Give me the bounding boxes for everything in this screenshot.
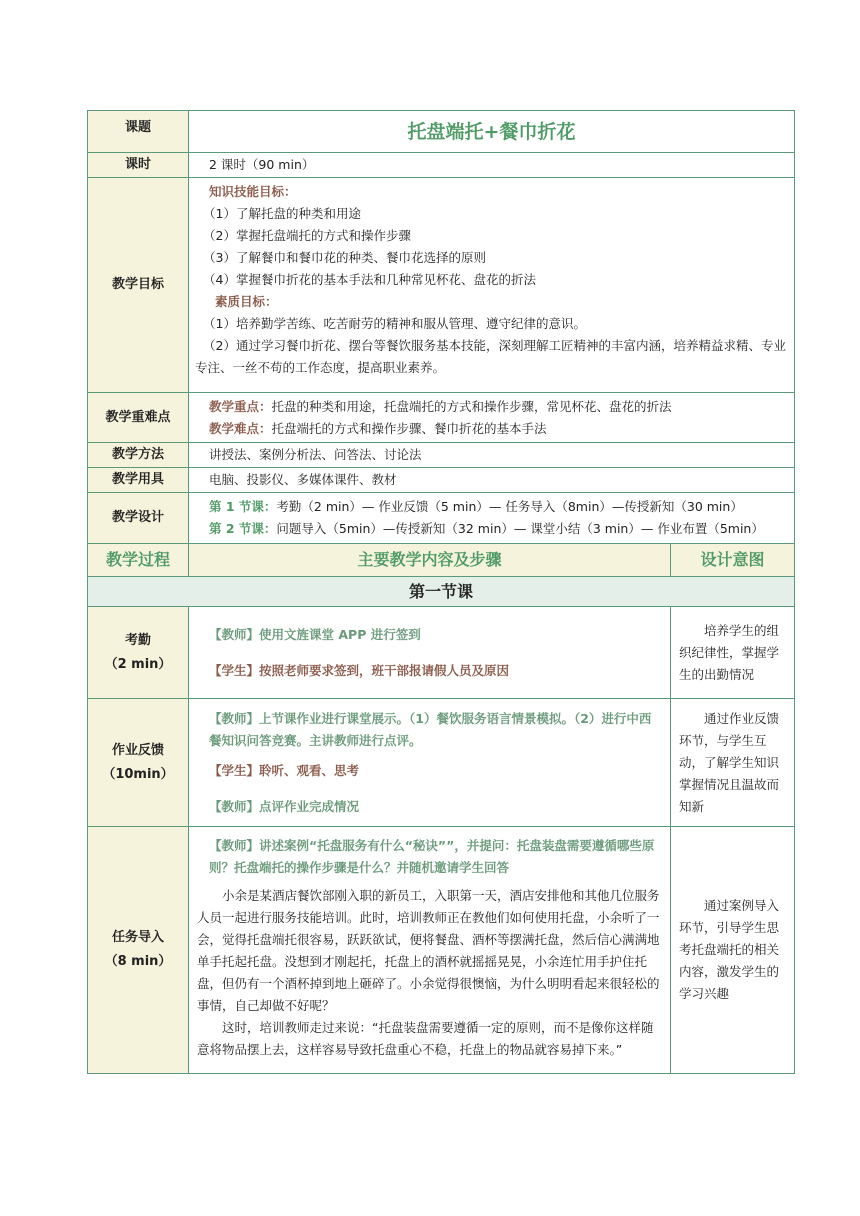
design-row — [88, 493, 795, 544]
knowledge-goal-item: （1）了解托盘的种类和用途 — [203, 206, 361, 221]
method-value: 讲授法、案例分析法、问答法、讨论法 — [189, 443, 795, 468]
key-point-text: 托盘的种类和用途，托盘端托的方式和操作步骤，常见杯花、盘花的折法 — [271, 398, 672, 414]
process-name: 作业反馈 — [111, 742, 164, 758]
method-label: 教学方法 — [88, 443, 189, 468]
key-points-row — [88, 393, 795, 443]
topic-row — [88, 111, 795, 153]
hours-row — [88, 153, 795, 178]
lesson-plan-table — [87, 110, 794, 1074]
design-2-text: 问题导入（5min）—传授新知（32 min）— 课堂小结（3 min）— 作业布置（5min） — [276, 521, 764, 536]
section-title: 第一节课 — [88, 577, 795, 607]
tools-label: 教学用具 — [88, 468, 189, 493]
teacher-step: 【教师】点评作业完成情况 — [209, 798, 360, 814]
content-cell — [189, 827, 671, 1074]
quality-goal-title: 素质目标： — [215, 294, 278, 309]
case-paragraph: 这时，培训教师走过来说：“托盘装盘需要遵循一定的原则，而不是像你这样随意将物品摆上去，这样容易导致托盘重心不稳，托盘上的物品就容易掉下来。” — [197, 1020, 654, 1057]
student-step: 【学生】按照老师要求签到，班干部报请假人员及原因 — [209, 662, 510, 678]
process-name: 任务导入 — [111, 930, 164, 945]
topic-label: 课题 — [88, 111, 189, 153]
student-step: 【学生】聆听、观看、思考 — [209, 762, 360, 778]
intent-text: 通过案例导入环节，引导学生思考托盘端托的相关内容，激发学生的学习兴趣 — [679, 898, 780, 1001]
process-row-task-intro — [88, 827, 795, 1074]
tools-value: 电脑、投影仪、多媒体课件、教材 — [189, 468, 795, 493]
goals-label: 教学目标 — [88, 178, 189, 393]
teacher-step: 【教师】讲述案例“托盘服务有什么“秘诀””，并提问：托盘装盘需要遵循哪些原则？托盘端托的操作步骤是什么？并随机邀请学生回答 — [209, 838, 655, 875]
difficult-point-title: 教学难点： — [209, 420, 272, 436]
goals-row — [88, 178, 795, 393]
intent-cell — [671, 827, 795, 1074]
intent-cell — [671, 699, 795, 827]
process-time: （10min） — [102, 766, 174, 782]
design-1-text: 考勤（2 min）— 作业反馈（5 min）— 任务导入（8min）—传授新知（30 min） — [276, 499, 743, 514]
content-cell — [189, 699, 671, 827]
teacher-step: 【教师】上节课作业进行课堂展示。（1）餐饮服务语言情景模拟。（2）进行中西餐知识问答竞赛。主讲教师进行点评。 — [209, 710, 652, 748]
knowledge-goal-item: （3）了解餐巾和餐巾花的种类、餐巾花选择的原则 — [203, 250, 486, 265]
difficult-point-text: 托盘端托的方式和操作步骤、餐巾折花的基本手法 — [271, 420, 547, 436]
content-cell — [189, 607, 671, 699]
hours-value: 2 课时（90 min） — [189, 153, 795, 178]
knowledge-goal-item: （4）掌握餐巾折花的基本手法和几种常见杯花、盘花的折法 — [203, 272, 536, 287]
section-band — [88, 577, 795, 607]
process-name: 考勤 — [124, 632, 151, 648]
hours-label: 课时 — [88, 153, 189, 178]
process-time: （8 min） — [104, 954, 172, 969]
goals-cell — [189, 178, 795, 393]
process-time: （2 min） — [104, 656, 172, 672]
key-point-title: 教学重点： — [209, 398, 272, 414]
intent-cell — [671, 607, 795, 699]
column-header-row — [88, 544, 795, 577]
process-row-feedback — [88, 699, 795, 827]
design-cell — [189, 493, 795, 544]
process-row-attendance — [88, 607, 795, 699]
intent-text: 通过作业反馈环节，与学生互动，了解学生知识掌握情况且温故而知新 — [679, 710, 780, 814]
tools-row — [88, 468, 795, 493]
method-row — [88, 443, 795, 468]
intent-text: 培养学生的组织纪律性，掌握学生的出勤情况 — [679, 622, 780, 682]
key-points-label: 教学重难点 — [88, 393, 189, 443]
knowledge-goal-title: 知识技能目标： — [209, 184, 297, 199]
knowledge-goal-item: （2）掌握托盘端托的方式和操作步骤 — [203, 228, 411, 243]
intent-column-header: 设计意图 — [671, 544, 795, 577]
teacher-step: 【教师】使用文旌课堂 APP 进行签到 — [209, 626, 421, 642]
quality-goal-item: （2）通过学习餐巾折花、摆台等餐饮服务基本技能，深刻理解工匠精神的丰富内涵，培养精益求精、专业专注、一丝不苟的工作态度，提高职业素养。 — [195, 338, 786, 375]
design-2-title: 第 2 节课： — [209, 521, 277, 536]
process-cell — [88, 607, 189, 699]
design-label: 教学设计 — [88, 493, 189, 544]
content-column-header: 主要教学内容及步骤 — [189, 544, 671, 577]
case-paragraph: 小余是某酒店餐饮部刚入职的新员工，入职第一天，酒店安排他和其他几位服务人员一起进行服务技能培训。此时，培训教师正在教他们如何使用托盘，小余听了一会，觉得托盘端托很容易，跃跃欲试，便将餐盘、酒杯等摆满托盘，然后信心满满地单手托起托盘。没想到才刚起托，托盘上的酒杯就摇摇晃晃，小余连忙用手护住托盘，但仍有一个酒杯掉到地上砸碎了。小余觉得很懊恼，为什么明明看起来很轻松的事情，自己却做不好呢？ — [197, 888, 660, 1013]
page-title: 托盘端托+餐巾折花 — [189, 111, 795, 153]
design-1-title: 第 1 节课： — [209, 499, 277, 514]
quality-goal-item: （1）培养勤学苦练、吃苦耐劳的精神和服从管理、遵守纪律的意识。 — [203, 316, 586, 331]
key-points-cell — [189, 393, 795, 443]
process-column-header: 教学过程 — [88, 544, 189, 577]
process-cell — [88, 699, 189, 827]
process-cell — [88, 827, 189, 1074]
